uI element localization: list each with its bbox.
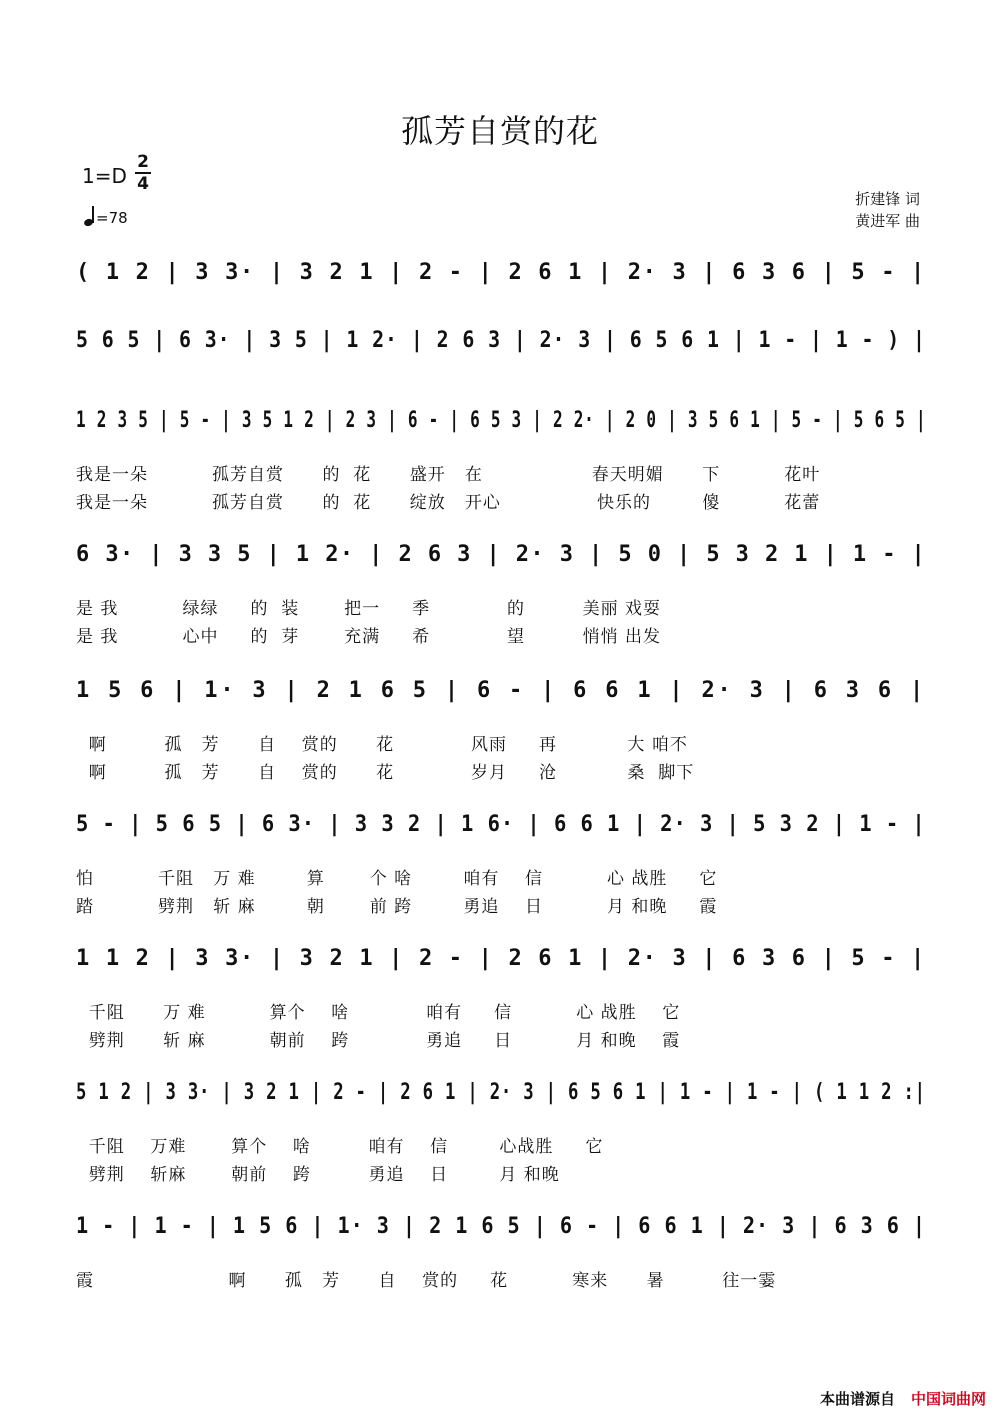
lyrics-verse-1: 我是一朵 孤芳自赏 的 花 盛开 在 春天明媚 下 花叶 xyxy=(76,465,821,485)
key-signature: 1=D xyxy=(82,164,127,188)
lyrics-verse-2: 劈荆 斩麻 朝前 跨 勇追 日 月 和晚 xyxy=(76,1165,560,1185)
notation-line: 5 - | 5 6 5 | 6 3· | 3 3 2 | 1 6· | 6 6 1 | 2· 3 | 5 3 2 | 1 - | xyxy=(76,812,926,837)
lyrics-verse-2: 踏 劈荆 斩 麻 朝 前 跨 勇追 日 月 和晚 霞 xyxy=(76,897,718,917)
meter-top: 2 xyxy=(137,152,149,172)
lyrics-verse-2: 劈荆 斩 麻 朝前 跨 勇追 日 月 和晚 霞 xyxy=(76,1031,681,1051)
lyrics-verse-1: 是 我 绿绿 的 装 把一 季 的 美丽 戏耍 xyxy=(76,599,661,619)
lyrics-verse-1: 千阻 万难 算个 啥 咱有 信 心战胜 它 xyxy=(76,1137,604,1157)
footer-label: 本曲谱源自 xyxy=(819,1390,895,1408)
lyrics-verse-2: 我是一朵 孤芳自赏 的 花 绽放 开心 快乐的 傻 花蕾 xyxy=(76,493,821,513)
notation-line: 1 1 2 | 3 3· | 3 2 1 | 2 - | 2 6 1 | 2· 3 | 6 3 6 | 5 - | xyxy=(76,946,926,971)
lyrics-verse-2: 啊 孤 芳 自 赏的 花 岁月 沧 桑 脚下 xyxy=(76,763,695,783)
footer-site: 中国词曲网 xyxy=(910,1390,986,1408)
notation-line: 1 2 3 5 | 5 - | 3 5 1 2 | 2 3 | 6 - | 6 5 3 | 2 2· | 2 0 | 3 5 6 1 | 5 - | 5 6 5 | xyxy=(76,408,927,433)
notation-line: ( 1 2 | 3 3· | 3 2 1 | 2 - | 2 6 1 | 2· 3 | 6 3 6 | 5 - | xyxy=(76,260,926,285)
lyrics-verse-1: 千阻 万 难 算个 啥 咱有 信 心 战胜 它 xyxy=(76,1003,681,1023)
notation-line: 6 3· | 3 3 5 | 1 2· | 2 6 3 | 2· 3 | 5 0 | 5 3 2 1 | 1 - | xyxy=(76,542,927,567)
meter-bottom: 4 xyxy=(137,174,149,194)
lyrics-verse-2: 是 我 心中 的 芽 充满 希 望 悄悄 出发 xyxy=(76,627,661,647)
tempo-value: =78 xyxy=(96,209,128,227)
tempo-marking xyxy=(84,206,128,227)
footer-source xyxy=(820,1388,986,1409)
quarter-note-icon xyxy=(84,206,96,226)
lyrics-verse-1: 啊 孤 芳 自 赏的 花 风雨 再 大 咱不 xyxy=(76,735,688,755)
lyrics-verse-1: 霞 啊 孤 芳 自 赏的 花 寒来 暑 往一霎 xyxy=(76,1271,777,1291)
time-signature xyxy=(134,152,152,194)
lyricist-credit: 折建锋 词 xyxy=(855,190,920,208)
notation-line: 1 5 6 | 1· 3 | 2 1 6 5 | 6 - | 6 6 1 | 2· 3 | 6 3 6 | xyxy=(76,678,926,703)
notation-line: 1 - | 1 - | 1 5 6 | 1· 3 | 2 1 6 5 | 6 - | 6 6 1 | 2· 3 | 6 3 6 | xyxy=(76,1214,927,1239)
song-title: 孤芳自赏的花 xyxy=(400,112,599,150)
notation-line: 5 1 2 | 3 3· | 3 2 1 | 2 - | 2 6 1 | 2· 3 | 6 5 6 1 | 1 - | 1 - | ( 1 1 2 :| xyxy=(76,1080,926,1105)
notation-line: 5 6 5 | 6 3· | 3 5 | 1 2· | 2 6 3 | 2· 3 | 6 5 6 1 | 1 - | 1 - ) | xyxy=(76,328,926,353)
lyrics-verse-1: 怕 千阻 万 难 算 个 啥 咱有 信 心 战胜 它 xyxy=(76,869,718,889)
composer-credit: 黄进军 曲 xyxy=(855,212,920,230)
